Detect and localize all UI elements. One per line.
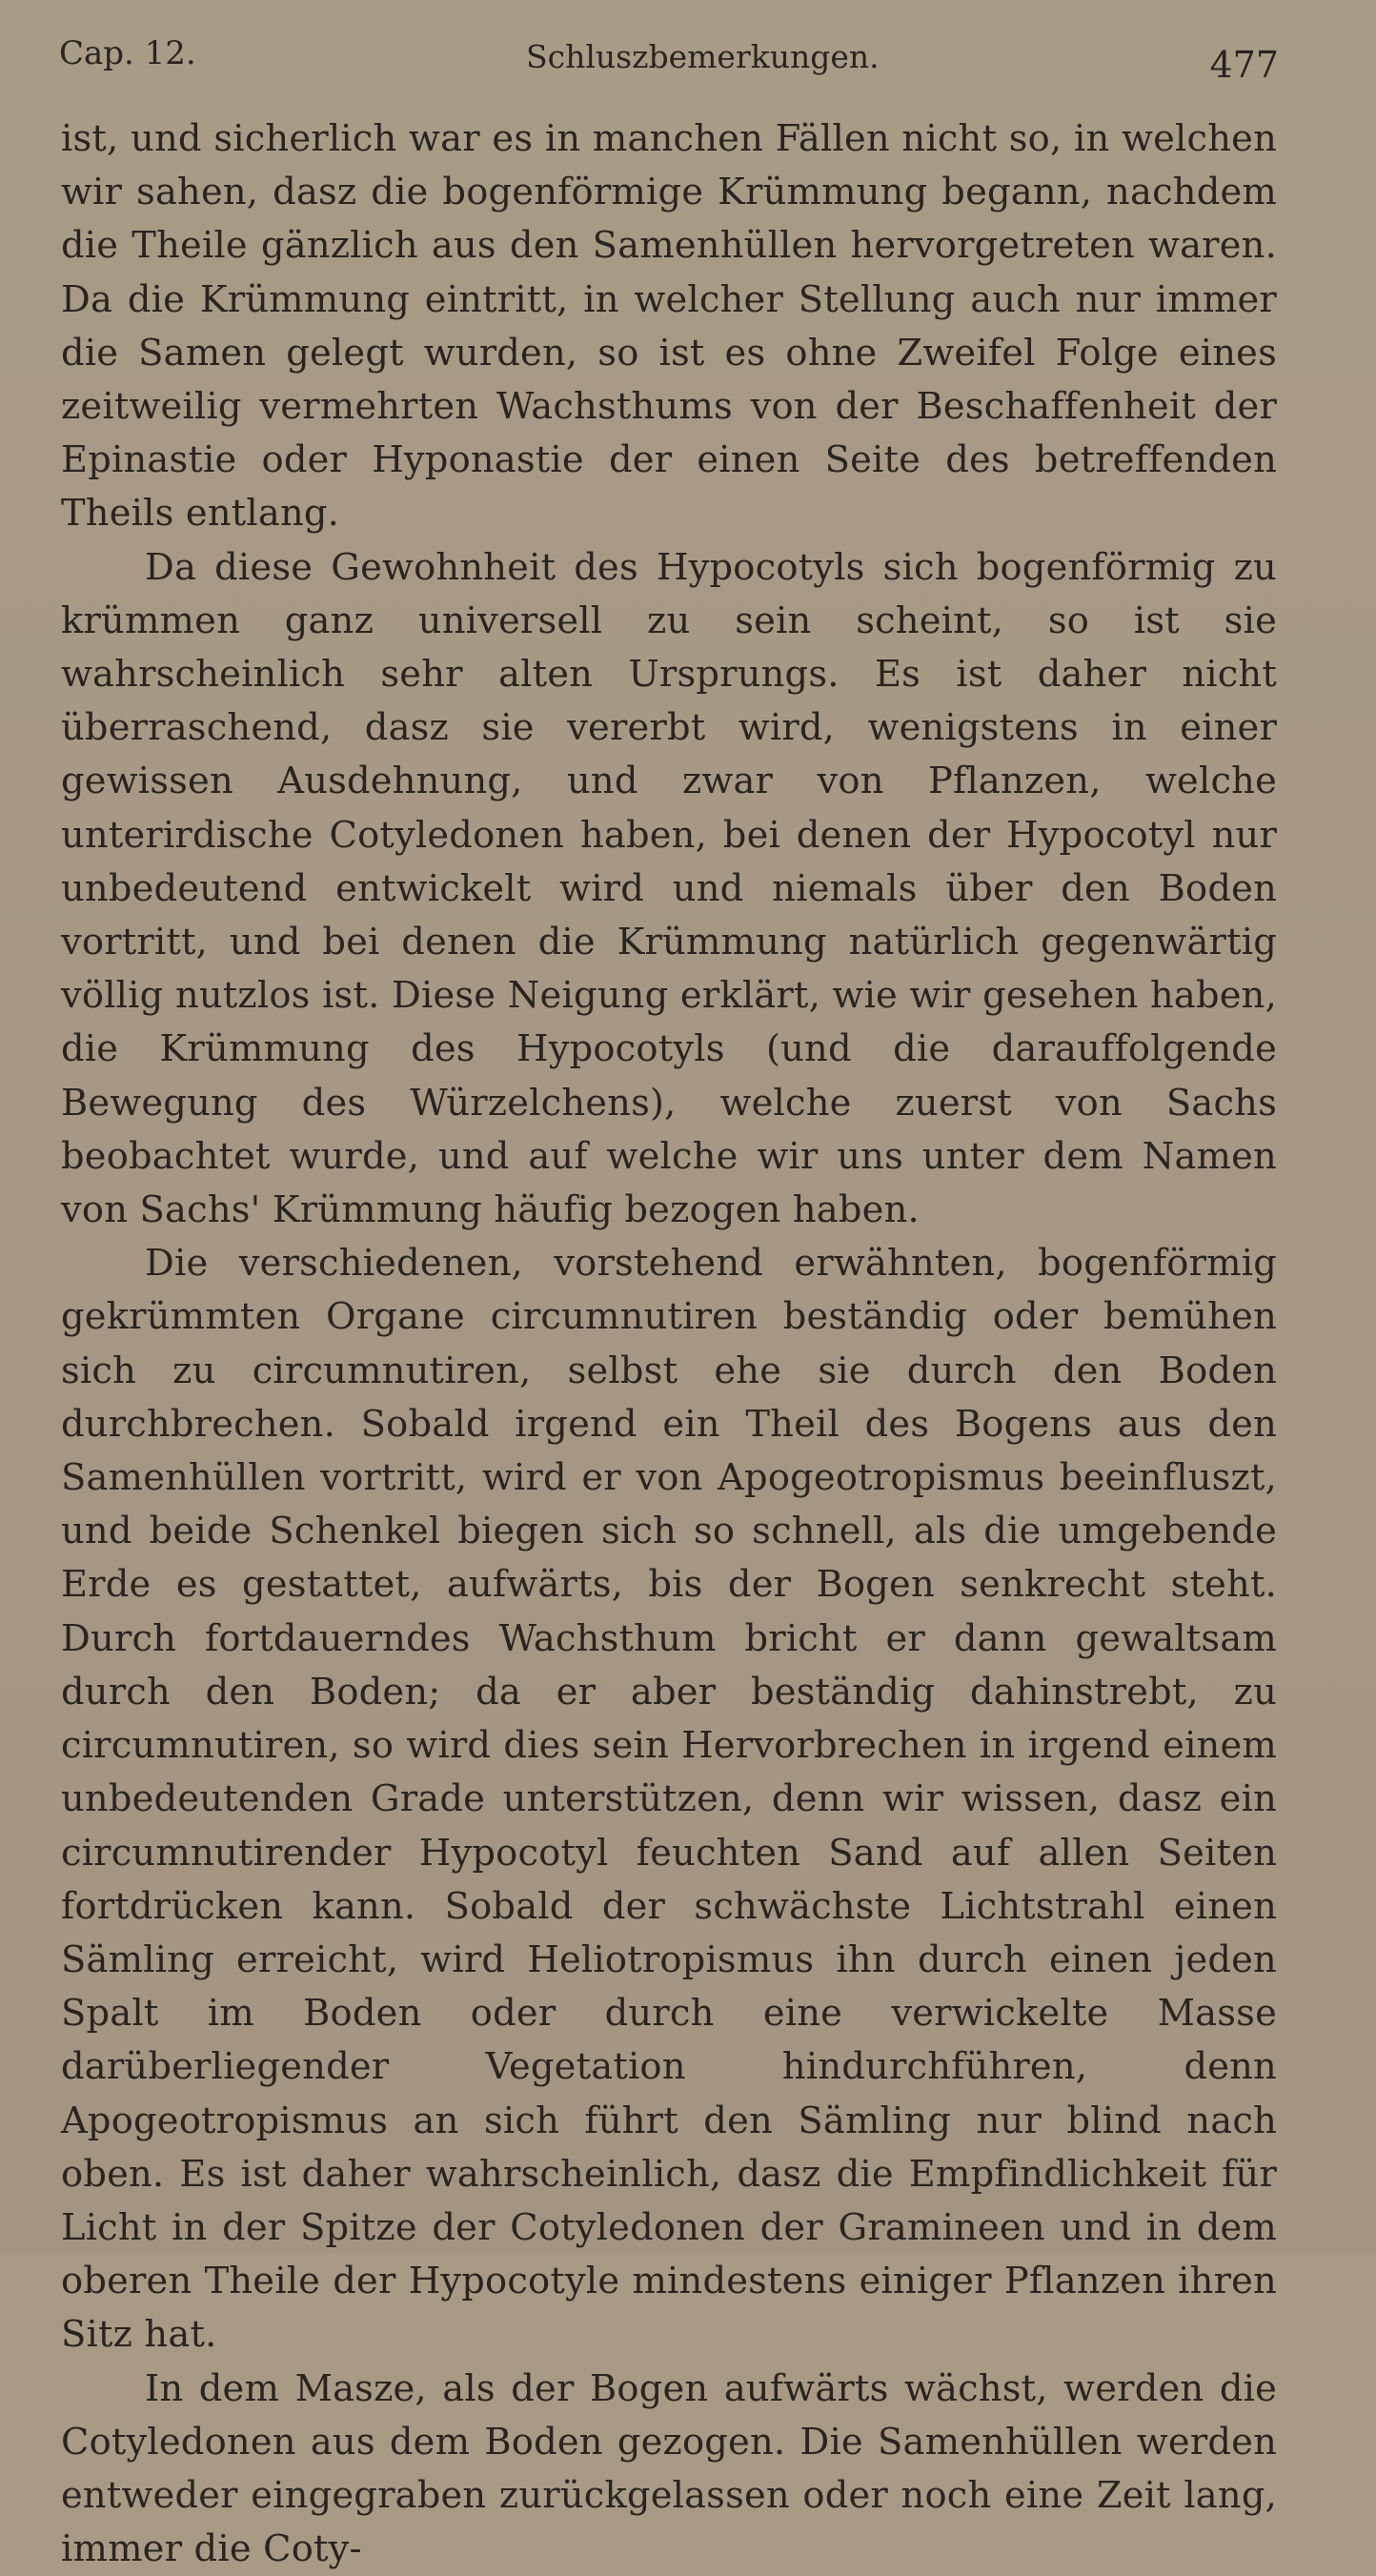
paragraph-2: Da diese Gewohnheit des Hypocotyls sich bogenförmig zu krümmen ganz universell zu sein scheint, so ist sie wahrscheinlich sehr alten Ursprungs. Es ist daher nicht überraschend, dasz sie vererbt wird, wenigstens in einer gewissen Ausdehnung, und zwar von Pflanzen, welche unterirdische Cotyledonen haben, bei denen der Hypocotyl nur unbedeutend entwickelt wird und niemals über den Boden vortritt, und bei denen die Krümmung natürlich gegenwärtig völlig nutzlos ist. Diese Neigung erklärt, wie wir gesehen haben, die Krümmung des Hypocotyls (und die darauffolgende Bewegung des Würzelchens), welche zuerst von Sachs beobachtet wurde, und auf welche wir uns unter dem Namen von Sachs' Krümmung häufig bezogen haben. <box>61 545 1277 1232</box>
body-text <box>61 112 1277 2576</box>
paragraph-3: Die verschiedenen, vorstehend erwähnten, bogenförmig gekrümmten Organe circumnutiren beständig oder bemühen sich zu circumnutiren, selbst ehe sie durch den Boden durchbrechen. Sobald irgend ein Theil des Bogens aus den Samenhüllen vortritt, wird er von Apogeotropismus beeinfluszt, und beide Schenkel biegen sich so schnell, als die umgebende Erde es gestattet, aufwärts, bis der Bogen senkrecht steht. Durch fortdauerndes Wachsthum bricht er dann gewaltsam durch den Boden; da er aber beständig dahinstrebt, zu circumnutiren, so wird dies sein Hervorbrechen in irgend einem unbedeutenden Grade unterstützen, denn wir wissen, dasz ein circumnutirender Hypocotyl feuchten Sand auf allen Seiten fortdrücken kann. Sobald der schwächste Lichtstrahl einen Sämling erreicht, wird Heliotropismus ihn durch einen jeden Spalt im Boden oder durch eine verwickelte Masse darüberliegender Vegetation hindurchführen, denn Apogeotropismus an sich führt den Sämling nur blind nach oben. Es ist daher wahrscheinlich, dasz die Empfindlichkeit für Licht in der Spitze der Cotyledonen der Gramineen und in dem oberen Theile der Hypocotyle mindestens einiger Pflanzen ihren Sitz hat. <box>61 1242 1277 2357</box>
running-header <box>59 27 1279 93</box>
paragraph-4: In dem Masze, als der Bogen aufwärts wächst, werden die Cotyledonen aus dem Boden gezogen. Die Samenhüllen werden entweder eingegraben zurückgelassen oder noch eine Zeit lang, immer die Coty- <box>61 2366 1277 2571</box>
paragraph-1: ist, und sicherlich war es in manchen Fällen nicht so, in welchen wir sahen, dasz die bogenförmige Krümmung begann, nachdem die Theile gänzlich aus den Samenhüllen hervorgetreten waren. Da die Krümmung eintritt, in welcher Stellung auch nur immer die Samen gelegt wurden, so ist es ohne Zweifel Folge eines zeitweilig vermehrten Wachsthums von der Beschaffenheit der Epinastie oder Hyponastie der einen Seite des betreffenden Theils entlang. <box>61 117 1277 536</box>
chapter-label: Cap. 12. <box>59 34 196 72</box>
page-number: 477 <box>1209 44 1279 86</box>
running-title: Schluszbemerkungen. <box>526 38 880 75</box>
